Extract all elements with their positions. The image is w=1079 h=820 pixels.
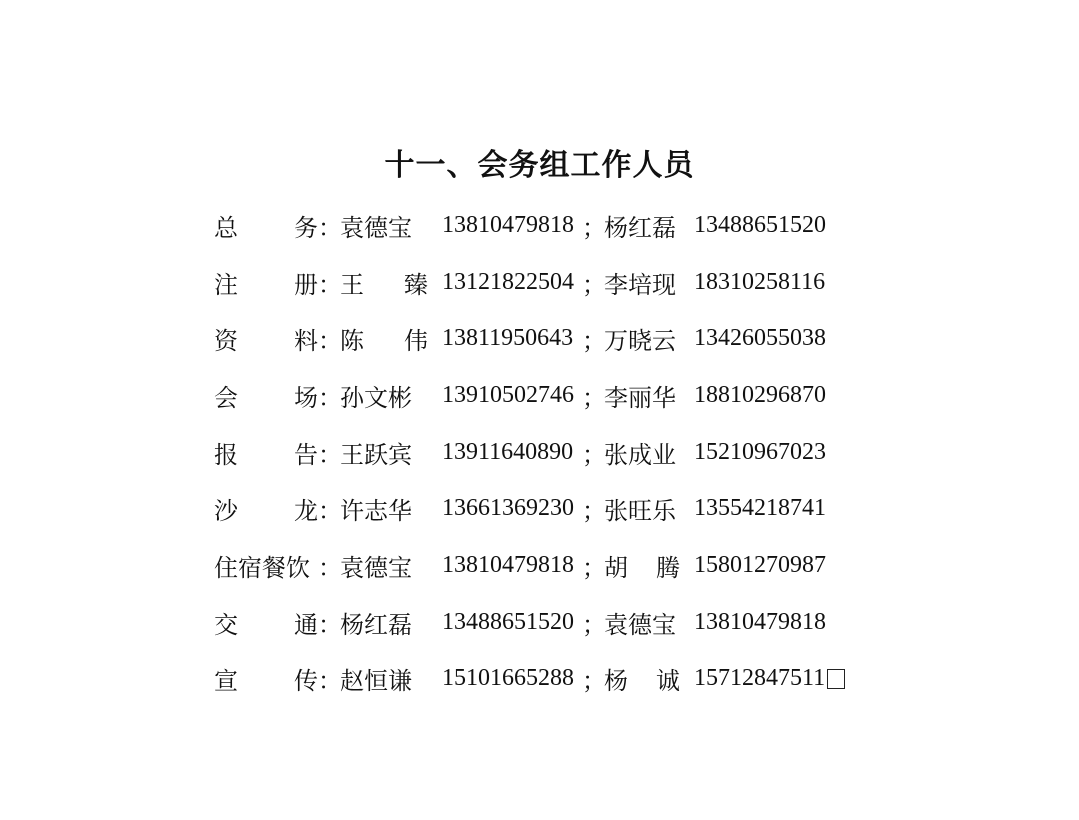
role-label-char: 资 [214,327,238,356]
person-name-char: 万晓云 [604,327,676,356]
phone-number: 18810296870 [694,381,826,408]
role-label [214,661,318,696]
colon: ： [318,610,342,639]
phone-number: 15712847511 [694,665,826,692]
checkbox-empty-icon [827,669,845,689]
role-label-char: 住宿餐饮 [214,553,310,582]
role-label-char: 传 [294,667,318,696]
role-label [214,548,318,583]
role-label-char: 总 [214,213,238,242]
person-name-char: 袁德宝 [340,213,412,242]
phone-number: 13426055038 [694,325,826,352]
person-name-char: 袁德宝 [340,553,412,582]
separator: ； [582,383,606,412]
person-name-char: 诚 [656,667,680,696]
person-name-char: 李丽华 [604,383,676,412]
staff-row [214,424,974,481]
role-label [214,435,318,470]
person-name [340,208,428,243]
phone-number: 13488651520 [442,608,574,635]
colon: ： [318,667,342,696]
role-label-char: 沙 [214,497,238,526]
phone-number: 18310258116 [694,268,826,295]
separator: ； [582,440,606,469]
phone-number: 13121822504 [442,268,574,295]
person-name-char: 陈 [340,327,364,356]
person-name [340,378,428,413]
phone-number: 13488651520 [694,211,826,238]
person-name-char: 杨红磊 [604,213,676,242]
person-name-char: 王跃宾 [340,440,412,469]
role-label [214,208,318,243]
colon: ： [318,213,342,242]
person-name [604,435,680,470]
person-name [340,491,428,526]
staff-row [214,651,974,708]
person-name-char: 腾 [656,553,680,582]
person-name [604,321,680,356]
person-name-char: 张旺乐 [604,497,676,526]
staff-row [214,594,974,651]
phone-number: 13810479818 [442,211,574,238]
staff-row [214,480,974,537]
role-label-char: 通 [294,610,318,639]
staff-list [214,197,974,707]
staff-row [214,254,974,311]
person-name [604,378,680,413]
role-label-char: 报 [214,440,238,469]
role-label-char: 龙 [294,497,318,526]
person-name [340,265,428,300]
colon: ： [318,497,342,526]
person-name [604,208,680,243]
role-label-char: 册 [294,270,318,299]
person-name [340,435,428,470]
person-name-char: 王 [340,270,364,299]
role-label-char: 场 [294,383,318,412]
separator: ； [582,610,606,639]
person-name-char: 张成业 [604,440,676,469]
role-label [214,265,318,300]
colon: ： [318,270,342,299]
person-name [340,548,428,583]
role-label-char: 料 [294,327,318,356]
separator: ； [582,497,606,526]
person-name [604,265,680,300]
phone-number: 13810479818 [442,551,574,578]
person-name-char: 臻 [404,270,428,299]
role-label-char: 会 [214,383,238,412]
colon: ： [318,440,342,469]
person-name-char: 杨 [604,667,628,696]
phone-number: 15801270987 [694,551,826,578]
person-name-char: 李培现 [604,270,676,299]
role-label-char: 宣 [214,667,238,696]
person-name-char: 赵恒谦 [340,667,412,696]
role-label-char: 务 [294,213,318,242]
staff-row [214,310,974,367]
separator: ； [582,553,606,582]
staff-row [214,197,974,254]
person-name-char: 杨红磊 [340,610,412,639]
role-label-char: 告 [294,440,318,469]
role-label [214,321,318,356]
phone-number: 13811950643 [442,325,574,352]
role-label-char: 注 [214,270,238,299]
colon: ： [318,383,342,412]
person-name [604,548,680,583]
role-label-char: 交 [214,610,238,639]
colon: ： [318,327,342,356]
phone-number: 13661369230 [442,495,574,522]
staff-row [214,367,974,424]
person-name-char: 伟 [404,327,428,356]
person-name [340,661,428,696]
separator: ； [582,667,606,696]
phone-number: 13911640890 [442,438,574,465]
page-title: 十一、会务组工作人员 [384,148,695,183]
person-name [604,661,680,696]
phone-number: 13910502746 [442,381,574,408]
role-label [214,378,318,413]
colon: ： [318,553,342,582]
person-name-char: 许志华 [340,497,412,526]
role-label [214,491,318,526]
phone-number: 13554218741 [694,495,826,522]
person-name [340,321,428,356]
phone-number: 13810479818 [694,608,826,635]
role-label [214,605,318,640]
person-name [604,605,680,640]
phone-number: 15210967023 [694,438,826,465]
person-name [340,605,428,640]
separator: ； [582,327,606,356]
person-name-char: 孙文彬 [340,383,412,412]
person-name [604,491,680,526]
staff-row [214,537,974,594]
person-name-char: 胡 [604,553,628,582]
separator: ； [582,270,606,299]
person-name-char: 袁德宝 [604,610,676,639]
phone-number: 15101665288 [442,665,574,692]
separator: ； [582,213,606,242]
